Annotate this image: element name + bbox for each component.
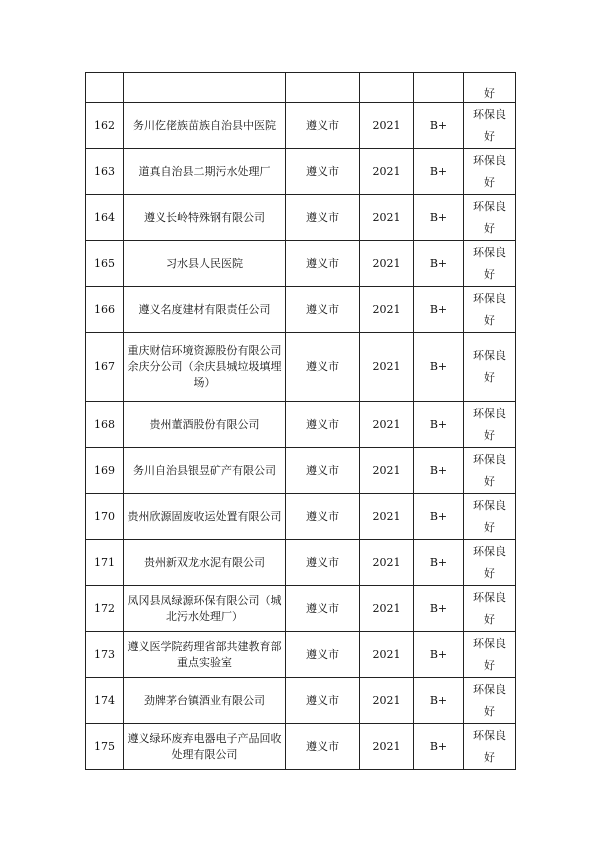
row-number: 169 <box>86 448 124 494</box>
city-cell: 遵义市 <box>286 448 360 494</box>
grade-cell: B+ <box>414 678 464 724</box>
city-cell: 遵义市 <box>286 586 360 632</box>
table-row <box>86 540 516 586</box>
row-number: 166 <box>86 287 124 333</box>
level-text: 环保良好 <box>473 291 506 327</box>
level-cell <box>464 287 516 333</box>
level-text: 环保良好 <box>473 406 506 442</box>
level-tail-text: 好 <box>484 87 495 100</box>
year-cell: 2021 <box>360 678 414 724</box>
company-name: 遵义长岭特殊钢有限公司 <box>144 210 265 224</box>
level-cell <box>464 402 516 448</box>
company-name: 贵州欣源固废收运处置有限公司 <box>127 509 282 523</box>
city-cell: 遵义市 <box>286 494 360 540</box>
table-row <box>86 333 516 402</box>
row-number: 170 <box>86 494 124 540</box>
level-cell <box>464 73 516 103</box>
company-name-cell <box>124 241 286 287</box>
level-text: 环保良好 <box>473 245 506 281</box>
row-number: 165 <box>86 241 124 287</box>
level-text: 环保良好 <box>473 590 506 626</box>
company-name-cell <box>124 333 286 402</box>
row-number: 164 <box>86 195 124 241</box>
year-cell: 2021 <box>360 241 414 287</box>
grade-cell: B+ <box>414 149 464 195</box>
grade-cell: B+ <box>414 494 464 540</box>
grade-cell: B+ <box>414 586 464 632</box>
year-cell: 2021 <box>360 149 414 195</box>
company-name-cell <box>124 678 286 724</box>
company-name: 重庆财信环境资源股份有限公司余庆分公司（余庆县城垃圾填埋场） <box>127 344 282 389</box>
level-text: 环保良好 <box>473 153 506 189</box>
city-cell: 遵义市 <box>286 195 360 241</box>
company-name: 务川自治县银昱矿产有限公司 <box>133 463 276 477</box>
row-number: 172 <box>86 586 124 632</box>
table-row <box>86 103 516 149</box>
level-cell <box>464 724 516 770</box>
grade-cell: B+ <box>414 195 464 241</box>
row-number: 173 <box>86 632 124 678</box>
city-cell: 遵义市 <box>286 149 360 195</box>
table-row <box>86 241 516 287</box>
company-name-cell <box>124 632 286 678</box>
city-cell: 遵义市 <box>286 103 360 149</box>
company-name: 遵义绿环废弃电器电子产品回收处理有限公司 <box>127 731 282 761</box>
grade-cell: B+ <box>414 724 464 770</box>
year-cell: 2021 <box>360 287 414 333</box>
rating-table <box>85 72 516 770</box>
level-cell <box>464 632 516 678</box>
grade-cell: B+ <box>414 241 464 287</box>
level-cell <box>464 241 516 287</box>
company-name-cell <box>124 195 286 241</box>
city-cell: 遵义市 <box>286 724 360 770</box>
company-name-cell <box>124 402 286 448</box>
level-text: 环保良好 <box>473 728 506 764</box>
company-name: 务川仡佬族苗族自治县中医院 <box>133 118 276 132</box>
company-name-cell <box>124 494 286 540</box>
table-row <box>86 195 516 241</box>
year-cell: 2021 <box>360 448 414 494</box>
company-name-cell <box>124 448 286 494</box>
table-row <box>86 448 516 494</box>
row-number: 175 <box>86 724 124 770</box>
year-cell: 2021 <box>360 333 414 402</box>
company-name: 习水县人民医院 <box>166 256 243 270</box>
table-row <box>86 402 516 448</box>
row-number: 168 <box>86 402 124 448</box>
company-name-cell <box>124 540 286 586</box>
city-cell: 遵义市 <box>286 241 360 287</box>
company-name: 遵义医学院药理省部共建教育部重点实验室 <box>127 639 282 669</box>
table-row-continuation <box>86 73 516 103</box>
company-name: 贵州新双龙水泥有限公司 <box>144 555 265 569</box>
level-text: 环保良好 <box>473 452 506 488</box>
grade-cell: B+ <box>414 103 464 149</box>
city-cell: 遵义市 <box>286 540 360 586</box>
row-number: 174 <box>86 678 124 724</box>
year-cell: 2021 <box>360 494 414 540</box>
year-cell: 2021 <box>360 586 414 632</box>
company-name-cell <box>124 586 286 632</box>
city-cell: 遵义市 <box>286 678 360 724</box>
row-number: 167 <box>86 333 124 402</box>
level-cell <box>464 678 516 724</box>
level-text: 环保良好 <box>473 636 506 672</box>
grade-cell: B+ <box>414 287 464 333</box>
grade-cell: B+ <box>414 333 464 402</box>
table-row <box>86 678 516 724</box>
company-name-cell <box>124 287 286 333</box>
year-cell: 2021 <box>360 540 414 586</box>
grade-cell: B+ <box>414 632 464 678</box>
year-cell: 2021 <box>360 103 414 149</box>
level-cell <box>464 103 516 149</box>
table-row <box>86 494 516 540</box>
table-row <box>86 586 516 632</box>
company-name: 贵州董酒股份有限公司 <box>149 417 260 431</box>
row-number: 163 <box>86 149 124 195</box>
year-cell: 2021 <box>360 632 414 678</box>
grade-cell: B+ <box>414 540 464 586</box>
level-cell <box>464 586 516 632</box>
table-row <box>86 724 516 770</box>
level-cell <box>464 540 516 586</box>
level-text: 环保良好 <box>473 349 506 384</box>
company-name-cell <box>124 724 286 770</box>
level-text: 环保良好 <box>473 544 506 580</box>
company-name-cell <box>124 149 286 195</box>
table-row <box>86 287 516 333</box>
level-text: 环保良好 <box>473 498 506 534</box>
level-cell <box>464 333 516 402</box>
company-name-cell <box>124 103 286 149</box>
table-row <box>86 632 516 678</box>
city-cell: 遵义市 <box>286 287 360 333</box>
city-cell: 遵义市 <box>286 333 360 402</box>
level-text: 环保良好 <box>473 107 506 143</box>
row-number: 162 <box>86 103 124 149</box>
year-cell: 2021 <box>360 402 414 448</box>
year-cell: 2021 <box>360 195 414 241</box>
company-name: 遵义名度建材有限责任公司 <box>138 302 271 316</box>
level-cell <box>464 448 516 494</box>
year-cell: 2021 <box>360 724 414 770</box>
grade-cell: B+ <box>414 402 464 448</box>
table-row <box>86 149 516 195</box>
level-cell <box>464 195 516 241</box>
company-name: 劲牌茅台镇酒业有限公司 <box>144 693 265 707</box>
level-text: 环保良好 <box>473 682 506 718</box>
grade-cell: B+ <box>414 448 464 494</box>
city-cell: 遵义市 <box>286 402 360 448</box>
company-name: 凤冈县凤绿源环保有限公司（城北污水处理厂） <box>127 593 282 623</box>
level-cell <box>464 494 516 540</box>
level-cell <box>464 149 516 195</box>
city-cell: 遵义市 <box>286 632 360 678</box>
row-number: 171 <box>86 540 124 586</box>
company-name: 道真自治县二期污水处理厂 <box>138 164 271 178</box>
level-text: 环保良好 <box>473 199 506 235</box>
